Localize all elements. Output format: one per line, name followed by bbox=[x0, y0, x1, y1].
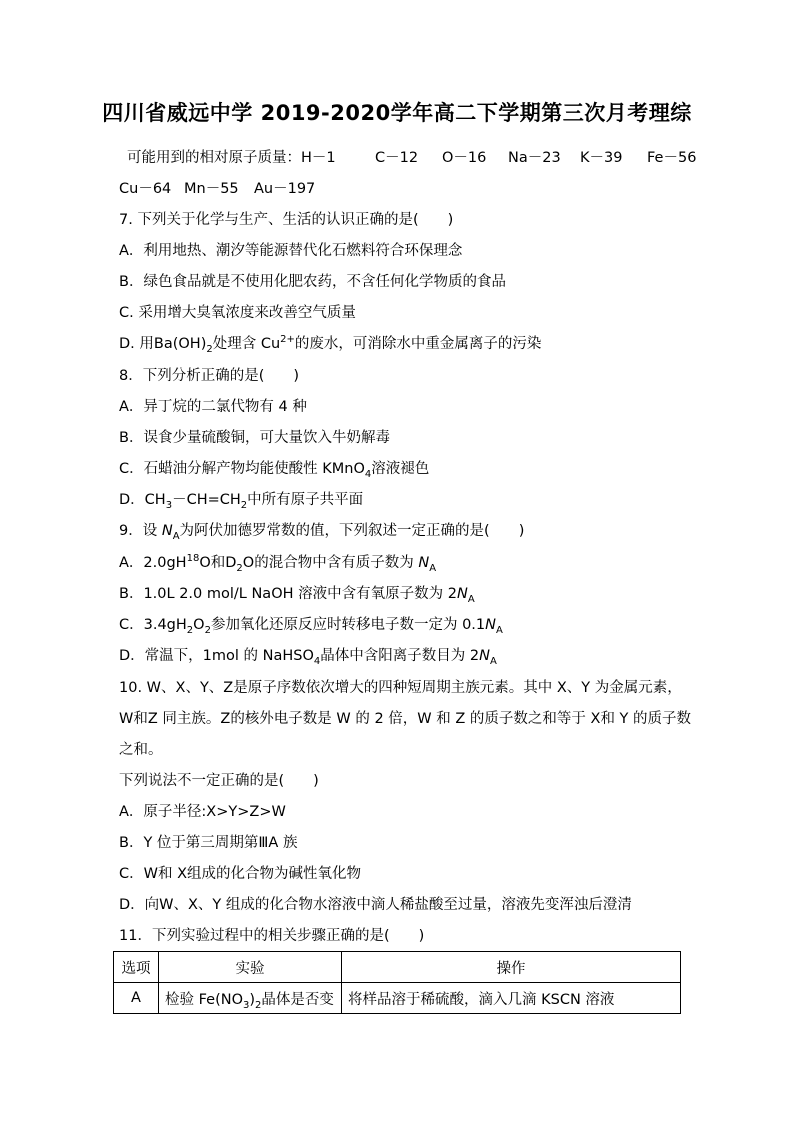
q10-option-a: A．原子半径:X>Y>Z>W bbox=[119, 804, 286, 820]
q7-option-d: D. 用$Ba(OH)_2$处理含 $Cu^{2+}$的废水，可消除水中重金属离子的污染 bbox=[119, 334, 542, 355]
q7-option-c: C. 采用增大臭氧浓度来改善空气质量 bbox=[119, 305, 356, 321]
q9-option-d: D．常温下，1mol 的 NaHSO$_4$晶体中含阳离子数目为 $2N_A$ bbox=[119, 648, 497, 667]
atomic-mass-au: Au－197 bbox=[254, 181, 316, 197]
q10-stem-line-1: 10. W、X、Y、Z是原子序数依次增大的四种短周期主族元素。其中 X、Y 为金属元素， bbox=[119, 680, 682, 696]
q8-option-a: A．异丁烷的二氯代物有 4 种 bbox=[119, 399, 307, 415]
q10-stem-line-2: W和Z 同主族。Z的核外电子数是 W 的 2 倍，W 和 Z 的质子数之和等于 X和 Y 的质子数 bbox=[119, 711, 692, 727]
atomic-mass-line-2 bbox=[119, 177, 315, 198]
atomic-mass-h: H－1 bbox=[301, 150, 336, 166]
table-header-option: 选项 bbox=[114, 952, 159, 983]
table-cell-experiment: 检验 $Fe(NO_3)_2$晶体是否变 bbox=[159, 983, 342, 1014]
q10-option-b: B．Y 位于第三周期第ⅢA 族 bbox=[119, 835, 298, 851]
atomic-mass-label: 可能用到的相对原子质量： bbox=[127, 150, 301, 166]
table-cell-operation: 将样品溶于稀硫酸，滴入几滴 KSCN 溶液 bbox=[342, 983, 681, 1014]
atomic-mass-o: O－16 bbox=[442, 150, 487, 166]
q7-option-a: A．利用地热、潮汐等能源替代化石燃料符合环保理念 bbox=[119, 243, 463, 259]
q7-stem: 7. 下列关于化学与生产、生活的认识正确的是( ) bbox=[119, 212, 454, 228]
table-row bbox=[114, 983, 681, 1014]
table-header-row bbox=[114, 952, 681, 983]
q8-option-b: B．误食少量硫酸铜，可大量饮入牛奶解毒 bbox=[119, 430, 390, 446]
document-title: 四川省威远中学 2019-2020学年高二下学期第三次月考理综 bbox=[102, 101, 692, 125]
atomic-mass-cu: Cu－64 bbox=[119, 181, 172, 197]
q9-option-c: C．$3.4gH_2O_2$参加氧化还原反应时转移电子数一定为 $0.1N_A$ bbox=[119, 617, 503, 636]
atomic-mass-k: K－39 bbox=[580, 150, 623, 166]
q9-stem: 9．设 $N_A$为阿伏加德罗常数的值，下列叙述一定正确的是( ) bbox=[119, 523, 525, 542]
q10-option-d: D．向W、X、Y 组成的化合物水溶液中滴人稀盐酸至过量，溶液先变浑浊后澄清 bbox=[119, 897, 632, 913]
atomic-mass-c: C－12 bbox=[375, 150, 419, 166]
q10-option-c: C．W和 X组成的化合物为碱性氧化物 bbox=[119, 866, 362, 882]
q8-option-d: D．$CH_3-CH=CH_2$中所有原子共平面 bbox=[119, 492, 364, 511]
q9-option-a: A．$2.0gH^{18}O$和$D_2O$的混合物中含有质子数为 $N_A$ bbox=[119, 553, 437, 574]
atomic-mass-na: Na－23 bbox=[508, 150, 561, 166]
table-cell-option: A bbox=[114, 983, 159, 1014]
q11-experiment-table bbox=[113, 951, 681, 1014]
q10-stem-line-4: 下列说法不一定正确的是( ) bbox=[119, 773, 319, 789]
atomic-mass-fe: Fe－56 bbox=[647, 150, 697, 166]
q9-option-b: B．1.0L 2.0 mol/L NaOH 溶液中含有氧原子数为 $2N_A$ bbox=[119, 586, 475, 605]
q11-stem: 11．下列实验过程中的相关步骤正确的是( ) bbox=[119, 928, 425, 944]
table-header-experiment: 实验 bbox=[159, 952, 342, 983]
q7-option-b: B．绿色食品就是不使用化肥农药，不含任何化学物质的食品 bbox=[119, 274, 506, 290]
atomic-mass-line-1 bbox=[127, 146, 696, 167]
q8-stem: 8．下列分析正确的是( ) bbox=[119, 368, 300, 384]
atomic-mass-mn: Mn－55 bbox=[184, 181, 239, 197]
q10-stem-line-3: 之和。 bbox=[119, 742, 163, 758]
table-header-operation: 操作 bbox=[342, 952, 681, 983]
q8-option-c: C．石蜡油分解产物均能使酸性 KMnO$_4$溶液褪色 bbox=[119, 461, 430, 480]
